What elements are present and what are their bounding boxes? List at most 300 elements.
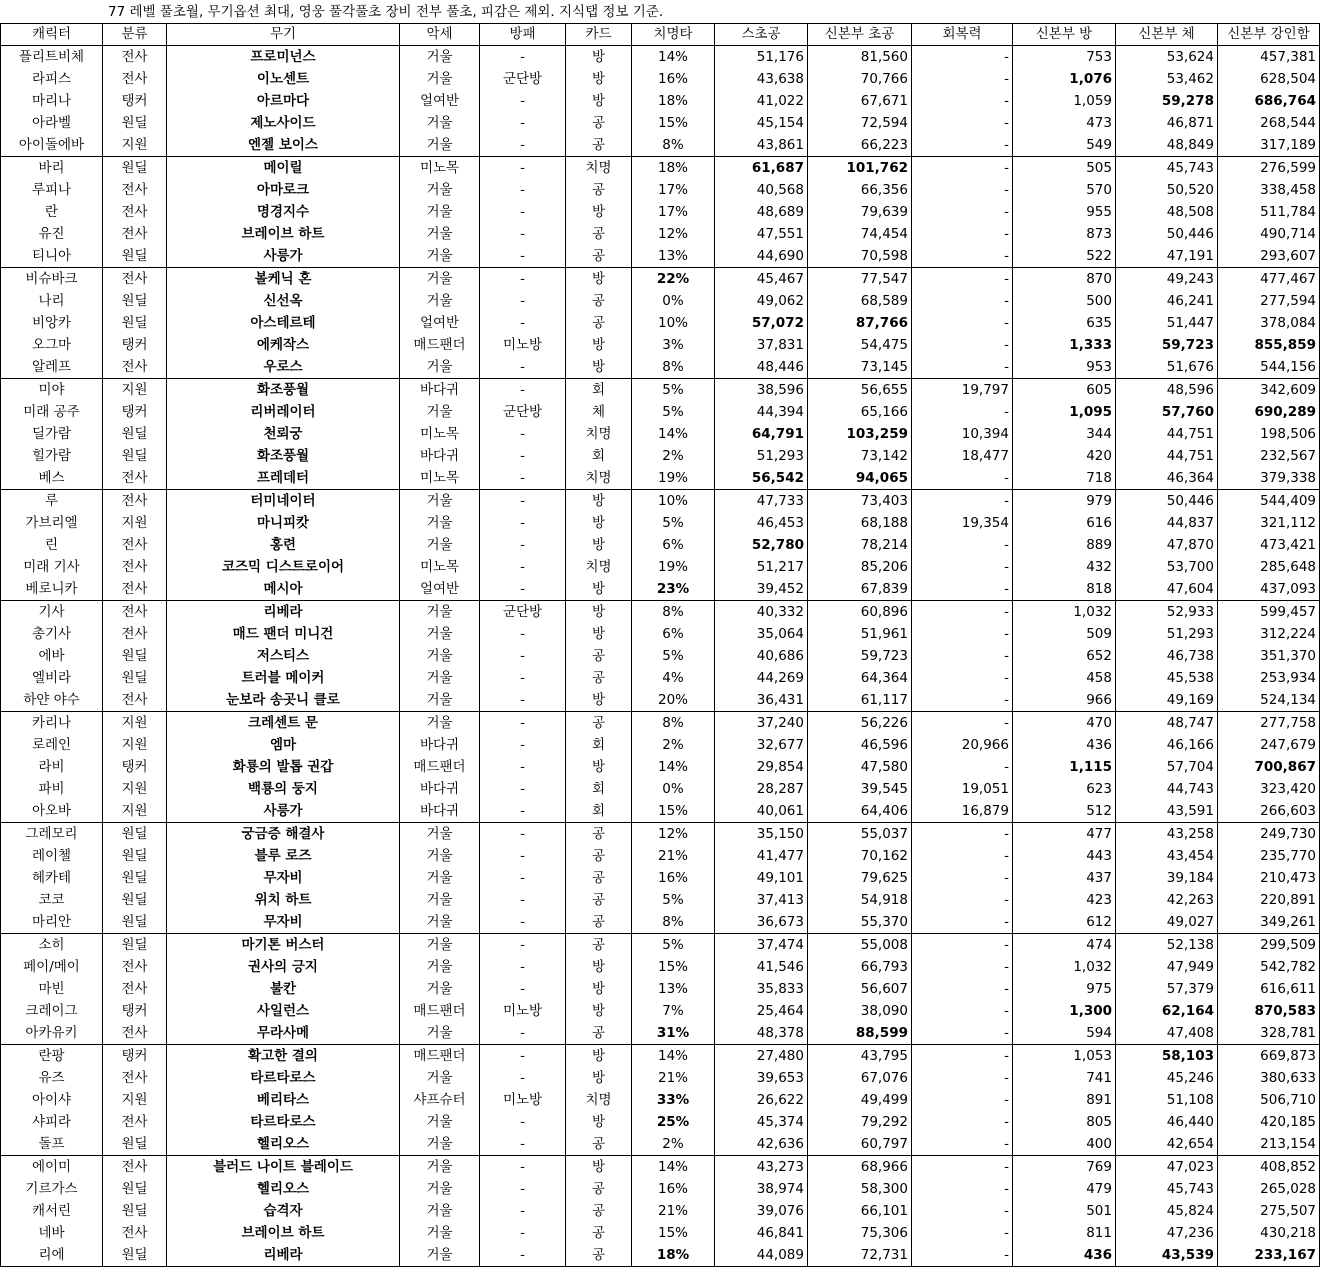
- cell-accessory[interactable]: 미노목: [400, 556, 480, 578]
- cell-character[interactable]: 리에: [1, 1244, 103, 1267]
- cell-stat-attack[interactable]: 41,477: [715, 845, 808, 867]
- cell-recovery[interactable]: -: [912, 223, 1013, 245]
- cell-hq-toughness[interactable]: 233,167: [1218, 1244, 1320, 1267]
- cell-crit[interactable]: 10%: [632, 490, 715, 513]
- cell-crit[interactable]: 22%: [632, 268, 715, 291]
- cell-crit[interactable]: 17%: [632, 201, 715, 223]
- cell-card[interactable]: 방: [566, 601, 632, 624]
- cell-class[interactable]: 전사: [103, 268, 167, 291]
- cell-accessory[interactable]: 거울: [400, 46, 480, 69]
- cell-hq-attack[interactable]: 78,214: [808, 534, 912, 556]
- cell-hq-toughness[interactable]: 473,421: [1218, 534, 1320, 556]
- cell-weapon[interactable]: 리베라: [167, 601, 400, 624]
- cell-crit[interactable]: 20%: [632, 689, 715, 712]
- cell-hq-toughness[interactable]: 275,507: [1218, 1200, 1320, 1222]
- cell-recovery[interactable]: -: [912, 1200, 1013, 1222]
- cell-hq-attack[interactable]: 73,145: [808, 356, 912, 379]
- cell-hq-hp[interactable]: 57,760: [1116, 401, 1218, 423]
- cell-weapon[interactable]: 권사의 긍지: [167, 956, 400, 978]
- cell-recovery[interactable]: -: [912, 401, 1013, 423]
- cell-hq-attack[interactable]: 70,766: [808, 68, 912, 90]
- cell-hq-defense[interactable]: 549: [1013, 134, 1116, 157]
- cell-character[interactable]: 아오바: [1, 800, 103, 823]
- cell-accessory[interactable]: 거울: [400, 1156, 480, 1179]
- cell-hq-defense[interactable]: 652: [1013, 645, 1116, 667]
- cell-character[interactable]: 돌프: [1, 1133, 103, 1156]
- cell-weapon[interactable]: 아마로크: [167, 179, 400, 201]
- cell-class[interactable]: 원딜: [103, 889, 167, 911]
- cell-recovery[interactable]: -: [912, 90, 1013, 112]
- cell-recovery[interactable]: -: [912, 268, 1013, 291]
- cell-shield[interactable]: -: [480, 290, 566, 312]
- cell-crit[interactable]: 15%: [632, 1222, 715, 1244]
- col-header-hq-hp[interactable]: 신본부 체: [1116, 24, 1218, 46]
- cell-accessory[interactable]: 바다귀: [400, 445, 480, 467]
- cell-card[interactable]: 방: [566, 623, 632, 645]
- cell-class[interactable]: 전사: [103, 1156, 167, 1179]
- cell-hq-hp[interactable]: 46,871: [1116, 112, 1218, 134]
- cell-weapon[interactable]: 브레이브 하트: [167, 1222, 400, 1244]
- cell-hq-attack[interactable]: 55,008: [808, 934, 912, 957]
- cell-accessory[interactable]: 매드팬더: [400, 1045, 480, 1068]
- cell-hq-attack[interactable]: 66,793: [808, 956, 912, 978]
- cell-accessory[interactable]: 거울: [400, 490, 480, 513]
- cell-hq-toughness[interactable]: 249,730: [1218, 823, 1320, 846]
- cell-recovery[interactable]: 19,797: [912, 379, 1013, 402]
- cell-hq-toughness[interactable]: 437,093: [1218, 578, 1320, 601]
- cell-crit[interactable]: 2%: [632, 1133, 715, 1156]
- cell-class[interactable]: 지원: [103, 734, 167, 756]
- cell-class[interactable]: 지원: [103, 512, 167, 534]
- cell-character[interactable]: 유즈: [1, 1067, 103, 1089]
- cell-recovery[interactable]: -: [912, 845, 1013, 867]
- cell-card[interactable]: 공: [566, 934, 632, 957]
- cell-character[interactable]: 라피스: [1, 68, 103, 90]
- cell-hq-toughness[interactable]: 277,758: [1218, 712, 1320, 735]
- cell-recovery[interactable]: -: [912, 112, 1013, 134]
- cell-hq-toughness[interactable]: 276,599: [1218, 157, 1320, 180]
- cell-class[interactable]: 지원: [103, 800, 167, 823]
- cell-crit[interactable]: 5%: [632, 401, 715, 423]
- col-header-card[interactable]: 카드: [566, 24, 632, 46]
- cell-class[interactable]: 전사: [103, 356, 167, 379]
- cell-character[interactable]: 라비: [1, 756, 103, 778]
- cell-hq-hp[interactable]: 50,446: [1116, 490, 1218, 513]
- cell-hq-toughness[interactable]: 420,185: [1218, 1111, 1320, 1133]
- cell-hq-hp[interactable]: 44,837: [1116, 512, 1218, 534]
- cell-hq-attack[interactable]: 70,598: [808, 245, 912, 268]
- cell-hq-defense[interactable]: 474: [1013, 934, 1116, 957]
- cell-weapon[interactable]: 화룡의 발톱 권갑: [167, 756, 400, 778]
- cell-shield[interactable]: -: [480, 734, 566, 756]
- cell-shield[interactable]: -: [480, 312, 566, 334]
- cell-card[interactable]: 치명: [566, 556, 632, 578]
- cell-recovery[interactable]: -: [912, 1222, 1013, 1244]
- cell-weapon[interactable]: 사일런스: [167, 1000, 400, 1022]
- cell-card[interactable]: 회: [566, 734, 632, 756]
- cell-crit[interactable]: 14%: [632, 756, 715, 778]
- cell-card[interactable]: 치명: [566, 467, 632, 490]
- cell-hq-toughness[interactable]: 511,784: [1218, 201, 1320, 223]
- cell-crit[interactable]: 14%: [632, 1045, 715, 1068]
- cell-card[interactable]: 방: [566, 90, 632, 112]
- cell-hq-defense[interactable]: 477: [1013, 823, 1116, 846]
- cell-hq-defense[interactable]: 1,095: [1013, 401, 1116, 423]
- cell-crit[interactable]: 14%: [632, 423, 715, 445]
- col-header-hq-defense[interactable]: 신본부 방: [1013, 24, 1116, 46]
- cell-crit[interactable]: 3%: [632, 334, 715, 356]
- cell-crit[interactable]: 7%: [632, 1000, 715, 1022]
- cell-hq-attack[interactable]: 59,723: [808, 645, 912, 667]
- cell-hq-hp[interactable]: 62,164: [1116, 1000, 1218, 1022]
- cell-crit[interactable]: 8%: [632, 134, 715, 157]
- cell-card[interactable]: 공: [566, 245, 632, 268]
- cell-shield[interactable]: 군단방: [480, 601, 566, 624]
- cell-card[interactable]: 방: [566, 1067, 632, 1089]
- cell-hq-hp[interactable]: 57,379: [1116, 978, 1218, 1000]
- cell-character[interactable]: 마리안: [1, 911, 103, 934]
- cell-weapon[interactable]: 아르마다: [167, 90, 400, 112]
- cell-accessory[interactable]: 바다귀: [400, 379, 480, 402]
- cell-recovery[interactable]: 19,051: [912, 778, 1013, 800]
- cell-card[interactable]: 공: [566, 179, 632, 201]
- cell-weapon[interactable]: 타르타로스: [167, 1111, 400, 1133]
- cell-accessory[interactable]: 거울: [400, 245, 480, 268]
- cell-accessory[interactable]: 바다귀: [400, 778, 480, 800]
- cell-weapon[interactable]: 아스테르테: [167, 312, 400, 334]
- cell-hq-toughness[interactable]: 312,224: [1218, 623, 1320, 645]
- cell-accessory[interactable]: 거울: [400, 1111, 480, 1133]
- cell-accessory[interactable]: 거울: [400, 911, 480, 934]
- cell-weapon[interactable]: 메시아: [167, 578, 400, 601]
- cell-weapon[interactable]: 블루 로즈: [167, 845, 400, 867]
- cell-hq-attack[interactable]: 79,292: [808, 1111, 912, 1133]
- cell-card[interactable]: 방: [566, 512, 632, 534]
- cell-hq-attack[interactable]: 67,839: [808, 578, 912, 601]
- cell-card[interactable]: 공: [566, 845, 632, 867]
- cell-card[interactable]: 공: [566, 645, 632, 667]
- cell-stat-attack[interactable]: 49,062: [715, 290, 808, 312]
- cell-hq-defense[interactable]: 818: [1013, 578, 1116, 601]
- cell-stat-attack[interactable]: 44,690: [715, 245, 808, 268]
- cell-character[interactable]: 아이돌에바: [1, 134, 103, 157]
- cell-hq-attack[interactable]: 65,166: [808, 401, 912, 423]
- cell-weapon[interactable]: 이노센트: [167, 68, 400, 90]
- cell-card[interactable]: 공: [566, 1244, 632, 1267]
- cell-hq-attack[interactable]: 67,076: [808, 1067, 912, 1089]
- cell-card[interactable]: 방: [566, 956, 632, 978]
- cell-hq-toughness[interactable]: 870,583: [1218, 1000, 1320, 1022]
- cell-stat-attack[interactable]: 52,780: [715, 534, 808, 556]
- cell-hq-attack[interactable]: 56,226: [808, 712, 912, 735]
- col-header-recovery[interactable]: 회복력: [912, 24, 1013, 46]
- cell-stat-attack[interactable]: 47,551: [715, 223, 808, 245]
- cell-hq-hp[interactable]: 47,191: [1116, 245, 1218, 268]
- cell-class[interactable]: 탱커: [103, 1000, 167, 1022]
- cell-shield[interactable]: -: [480, 889, 566, 911]
- cell-hq-attack[interactable]: 67,671: [808, 90, 912, 112]
- cell-accessory[interactable]: 얼여반: [400, 312, 480, 334]
- col-header-shield[interactable]: 방패: [480, 24, 566, 46]
- cell-hq-hp[interactable]: 46,364: [1116, 467, 1218, 490]
- cell-hq-attack[interactable]: 58,300: [808, 1178, 912, 1200]
- cell-hq-toughness[interactable]: 323,420: [1218, 778, 1320, 800]
- cell-hq-attack[interactable]: 54,475: [808, 334, 912, 356]
- cell-class[interactable]: 원딜: [103, 423, 167, 445]
- cell-accessory[interactable]: 거울: [400, 934, 480, 957]
- cell-crit[interactable]: 23%: [632, 578, 715, 601]
- cell-character[interactable]: 미야: [1, 379, 103, 402]
- cell-character[interactable]: 란: [1, 201, 103, 223]
- cell-shield[interactable]: -: [480, 623, 566, 645]
- cell-stat-attack[interactable]: 41,022: [715, 90, 808, 112]
- cell-character[interactable]: 엘비라: [1, 667, 103, 689]
- cell-class[interactable]: 전사: [103, 1111, 167, 1133]
- cell-class[interactable]: 전사: [103, 956, 167, 978]
- cell-class[interactable]: 전사: [103, 601, 167, 624]
- cell-character[interactable]: 딜가람: [1, 423, 103, 445]
- cell-hq-defense[interactable]: 1,076: [1013, 68, 1116, 90]
- cell-recovery[interactable]: -: [912, 157, 1013, 180]
- cell-stat-attack[interactable]: 57,072: [715, 312, 808, 334]
- cell-crit[interactable]: 0%: [632, 778, 715, 800]
- cell-weapon[interactable]: 궁금증 해결사: [167, 823, 400, 846]
- cell-hq-toughness[interactable]: 686,764: [1218, 90, 1320, 112]
- cell-shield[interactable]: -: [480, 534, 566, 556]
- cell-hq-hp[interactable]: 50,520: [1116, 179, 1218, 201]
- cell-hq-attack[interactable]: 79,639: [808, 201, 912, 223]
- cell-class[interactable]: 전사: [103, 578, 167, 601]
- cell-class[interactable]: 원딜: [103, 845, 167, 867]
- cell-hq-defense[interactable]: 501: [1013, 1200, 1116, 1222]
- cell-hq-hp[interactable]: 51,676: [1116, 356, 1218, 379]
- cell-class[interactable]: 원딜: [103, 112, 167, 134]
- cell-stat-attack[interactable]: 36,673: [715, 911, 808, 934]
- cell-stat-attack[interactable]: 43,273: [715, 1156, 808, 1179]
- cell-hq-attack[interactable]: 47,580: [808, 756, 912, 778]
- cell-hq-toughness[interactable]: 700,867: [1218, 756, 1320, 778]
- cell-stat-attack[interactable]: 49,101: [715, 867, 808, 889]
- cell-character[interactable]: 네바: [1, 1222, 103, 1244]
- cell-hq-defense[interactable]: 436: [1013, 734, 1116, 756]
- cell-stat-attack[interactable]: 41,546: [715, 956, 808, 978]
- cell-hq-hp[interactable]: 44,751: [1116, 445, 1218, 467]
- cell-shield[interactable]: -: [480, 201, 566, 223]
- cell-weapon[interactable]: 화조풍월: [167, 445, 400, 467]
- cell-hq-defense[interactable]: 522: [1013, 245, 1116, 268]
- cell-card[interactable]: 방: [566, 978, 632, 1000]
- cell-class[interactable]: 전사: [103, 978, 167, 1000]
- cell-character[interactable]: 헤카테: [1, 867, 103, 889]
- cell-card[interactable]: 방: [566, 356, 632, 379]
- cell-recovery[interactable]: -: [912, 490, 1013, 513]
- cell-accessory[interactable]: 거울: [400, 845, 480, 867]
- cell-hq-toughness[interactable]: 599,457: [1218, 601, 1320, 624]
- cell-shield[interactable]: -: [480, 134, 566, 157]
- cell-weapon[interactable]: 사릉가: [167, 800, 400, 823]
- cell-hq-toughness[interactable]: 198,506: [1218, 423, 1320, 445]
- cell-hq-toughness[interactable]: 408,852: [1218, 1156, 1320, 1179]
- cell-crit[interactable]: 16%: [632, 68, 715, 90]
- cell-stat-attack[interactable]: 37,474: [715, 934, 808, 957]
- cell-crit[interactable]: 14%: [632, 1156, 715, 1179]
- cell-stat-attack[interactable]: 44,089: [715, 1244, 808, 1267]
- cell-hq-defense[interactable]: 458: [1013, 667, 1116, 689]
- cell-crit[interactable]: 8%: [632, 911, 715, 934]
- cell-hq-attack[interactable]: 72,594: [808, 112, 912, 134]
- cell-card[interactable]: 공: [566, 823, 632, 846]
- cell-hq-hp[interactable]: 48,596: [1116, 379, 1218, 402]
- cell-class[interactable]: 원딜: [103, 1133, 167, 1156]
- cell-recovery[interactable]: -: [912, 1156, 1013, 1179]
- cell-weapon[interactable]: 매드 팬더 미니건: [167, 623, 400, 645]
- cell-crit[interactable]: 8%: [632, 356, 715, 379]
- cell-hq-hp[interactable]: 48,508: [1116, 201, 1218, 223]
- cell-stat-attack[interactable]: 44,394: [715, 401, 808, 423]
- cell-hq-hp[interactable]: 48,849: [1116, 134, 1218, 157]
- cell-recovery[interactable]: -: [912, 712, 1013, 735]
- cell-hq-hp[interactable]: 42,654: [1116, 1133, 1218, 1156]
- cell-crit[interactable]: 21%: [632, 845, 715, 867]
- cell-shield[interactable]: -: [480, 112, 566, 134]
- cell-hq-defense[interactable]: 1,053: [1013, 1045, 1116, 1068]
- cell-weapon[interactable]: 마기톤 버스터: [167, 934, 400, 957]
- col-header-character[interactable]: 캐릭터: [1, 24, 103, 46]
- cell-hq-defense[interactable]: 612: [1013, 911, 1116, 934]
- cell-hq-defense[interactable]: 635: [1013, 312, 1116, 334]
- cell-recovery[interactable]: -: [912, 1000, 1013, 1022]
- cell-character[interactable]: 레이첼: [1, 845, 103, 867]
- cell-hq-attack[interactable]: 68,966: [808, 1156, 912, 1179]
- cell-hq-attack[interactable]: 94,065: [808, 467, 912, 490]
- col-header-hq-toughness[interactable]: 신본부 강인함: [1218, 24, 1320, 46]
- cell-class[interactable]: 전사: [103, 467, 167, 490]
- cell-class[interactable]: 원딜: [103, 911, 167, 934]
- cell-hq-attack[interactable]: 79,625: [808, 867, 912, 889]
- cell-weapon[interactable]: 마니피캇: [167, 512, 400, 534]
- cell-character[interactable]: 비슈바크: [1, 268, 103, 291]
- cell-character[interactable]: 아이샤: [1, 1089, 103, 1111]
- cell-class[interactable]: 원딜: [103, 823, 167, 846]
- cell-recovery[interactable]: -: [912, 667, 1013, 689]
- cell-card[interactable]: 공: [566, 911, 632, 934]
- col-header-weapon[interactable]: 무기: [167, 24, 400, 46]
- cell-accessory[interactable]: 거울: [400, 268, 480, 291]
- cell-accessory[interactable]: 거울: [400, 401, 480, 423]
- cell-hq-hp[interactable]: 42,263: [1116, 889, 1218, 911]
- cell-hq-defense[interactable]: 432: [1013, 556, 1116, 578]
- cell-hq-attack[interactable]: 103,259: [808, 423, 912, 445]
- cell-card[interactable]: 회: [566, 800, 632, 823]
- cell-shield[interactable]: -: [480, 1178, 566, 1200]
- cell-shield[interactable]: -: [480, 245, 566, 268]
- cell-accessory[interactable]: 바다귀: [400, 800, 480, 823]
- cell-class[interactable]: 지원: [103, 379, 167, 402]
- cell-recovery[interactable]: -: [912, 245, 1013, 268]
- cell-recovery[interactable]: -: [912, 312, 1013, 334]
- cell-hq-defense[interactable]: 470: [1013, 712, 1116, 735]
- cell-stat-attack[interactable]: 45,467: [715, 268, 808, 291]
- cell-hq-hp[interactable]: 46,241: [1116, 290, 1218, 312]
- cell-accessory[interactable]: 거울: [400, 889, 480, 911]
- cell-recovery[interactable]: -: [912, 1244, 1013, 1267]
- cell-accessory[interactable]: 거울: [400, 512, 480, 534]
- cell-card[interactable]: 치명: [566, 1089, 632, 1111]
- cell-shield[interactable]: -: [480, 756, 566, 778]
- cell-crit[interactable]: 16%: [632, 867, 715, 889]
- cell-hq-toughness[interactable]: 266,603: [1218, 800, 1320, 823]
- cell-weapon[interactable]: 무라사메: [167, 1022, 400, 1045]
- cell-hq-hp[interactable]: 49,169: [1116, 689, 1218, 712]
- cell-character[interactable]: 나리: [1, 290, 103, 312]
- cell-class[interactable]: 탱커: [103, 90, 167, 112]
- cell-hq-defense[interactable]: 966: [1013, 689, 1116, 712]
- cell-weapon[interactable]: 헬리오스: [167, 1133, 400, 1156]
- cell-hq-attack[interactable]: 66,223: [808, 134, 912, 157]
- cell-stat-attack[interactable]: 35,064: [715, 623, 808, 645]
- cell-hq-hp[interactable]: 43,258: [1116, 823, 1218, 846]
- cell-character[interactable]: 오그마: [1, 334, 103, 356]
- cell-crit[interactable]: 18%: [632, 90, 715, 112]
- cell-hq-defense[interactable]: 423: [1013, 889, 1116, 911]
- cell-hq-defense[interactable]: 870: [1013, 268, 1116, 291]
- cell-class[interactable]: 전사: [103, 46, 167, 69]
- cell-accessory[interactable]: 거울: [400, 645, 480, 667]
- cell-character[interactable]: 샤피라: [1, 1111, 103, 1133]
- cell-recovery[interactable]: -: [912, 556, 1013, 578]
- cell-stat-attack[interactable]: 29,854: [715, 756, 808, 778]
- cell-hq-attack[interactable]: 38,090: [808, 1000, 912, 1022]
- cell-accessory[interactable]: 미노목: [400, 423, 480, 445]
- cell-hq-hp[interactable]: 45,824: [1116, 1200, 1218, 1222]
- cell-hq-defense[interactable]: 436: [1013, 1244, 1116, 1267]
- cell-stat-attack[interactable]: 39,452: [715, 578, 808, 601]
- cell-hq-hp[interactable]: 45,743: [1116, 157, 1218, 180]
- cell-hq-toughness[interactable]: 544,156: [1218, 356, 1320, 379]
- cell-recovery[interactable]: -: [912, 1045, 1013, 1068]
- cell-weapon[interactable]: 헬리오스: [167, 1178, 400, 1200]
- cell-hq-hp[interactable]: 43,591: [1116, 800, 1218, 823]
- cell-weapon[interactable]: 확고한 결의: [167, 1045, 400, 1068]
- cell-character[interactable]: 총기사: [1, 623, 103, 645]
- cell-stat-attack[interactable]: 40,332: [715, 601, 808, 624]
- cell-character[interactable]: 코코: [1, 889, 103, 911]
- cell-hq-attack[interactable]: 68,589: [808, 290, 912, 312]
- cell-stat-attack[interactable]: 32,677: [715, 734, 808, 756]
- cell-recovery[interactable]: -: [912, 601, 1013, 624]
- cell-shield[interactable]: -: [480, 823, 566, 846]
- cell-hq-defense[interactable]: 955: [1013, 201, 1116, 223]
- cell-shield[interactable]: -: [480, 667, 566, 689]
- cell-hq-defense[interactable]: 512: [1013, 800, 1116, 823]
- cell-hq-toughness[interactable]: 351,370: [1218, 645, 1320, 667]
- cell-stat-attack[interactable]: 38,974: [715, 1178, 808, 1200]
- cell-character[interactable]: 파비: [1, 778, 103, 800]
- cell-hq-defense[interactable]: 420: [1013, 445, 1116, 467]
- cell-hq-toughness[interactable]: 268,544: [1218, 112, 1320, 134]
- cell-character[interactable]: 소히: [1, 934, 103, 957]
- cell-character[interactable]: 티니아: [1, 245, 103, 268]
- cell-weapon[interactable]: 브레이브 하트: [167, 223, 400, 245]
- cell-card[interactable]: 공: [566, 134, 632, 157]
- cell-hq-defense[interactable]: 805: [1013, 1111, 1116, 1133]
- cell-shield[interactable]: -: [480, 379, 566, 402]
- cell-crit[interactable]: 15%: [632, 112, 715, 134]
- cell-character[interactable]: 에바: [1, 645, 103, 667]
- cell-hq-attack[interactable]: 51,961: [808, 623, 912, 645]
- cell-character[interactable]: 알레프: [1, 356, 103, 379]
- cell-hq-toughness[interactable]: 506,710: [1218, 1089, 1320, 1111]
